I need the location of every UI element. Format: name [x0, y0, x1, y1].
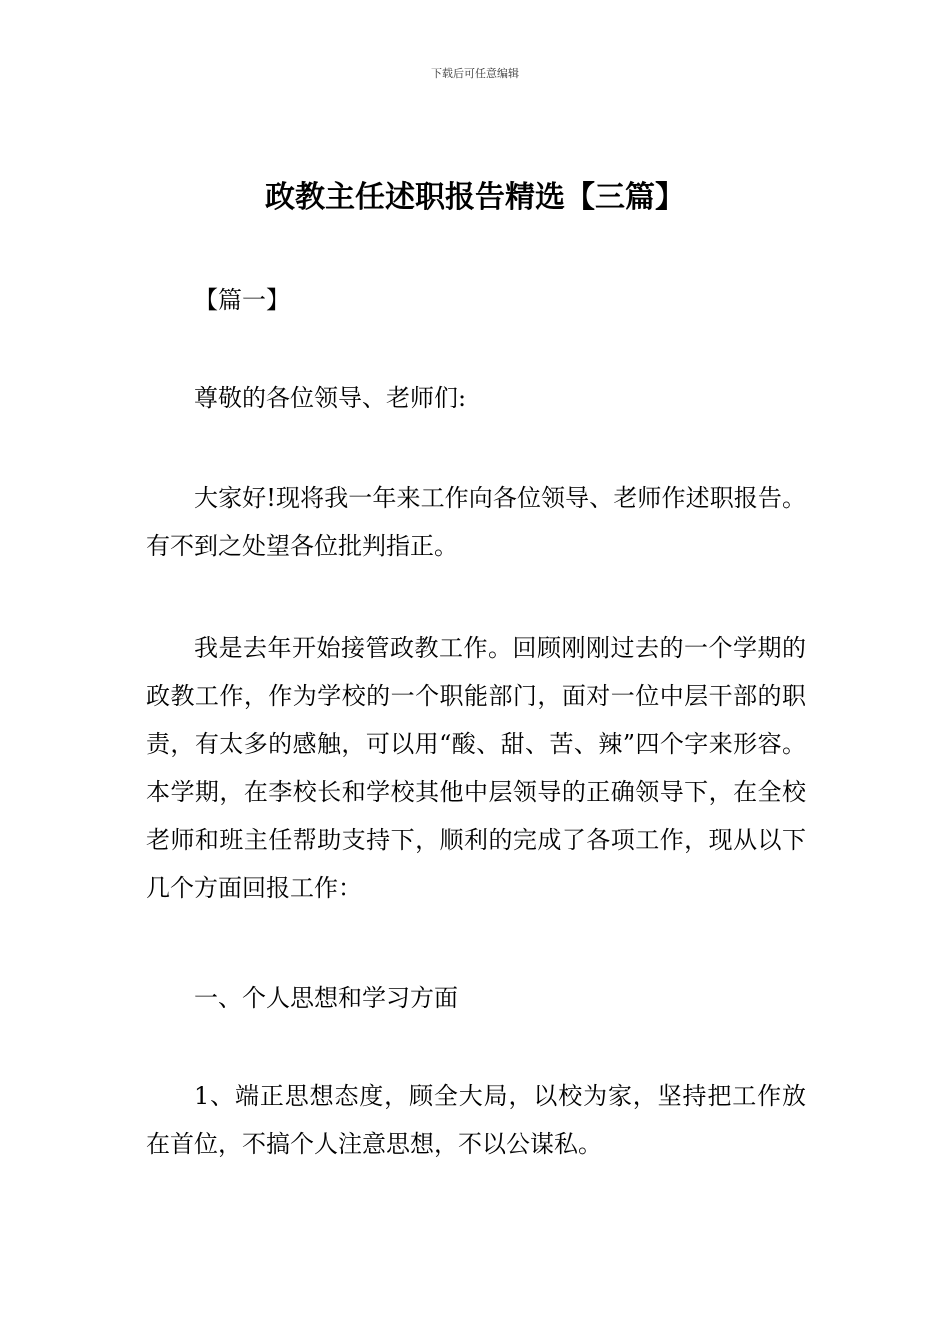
paragraph-greeting: 大家好!现将我一年来工作向各位领导、老师作述职报告。有不到之处望各位批判指正。	[146, 484, 806, 560]
paragraph-salutation: 尊敬的各位领导、老师们:	[194, 384, 467, 412]
paragraph-introduction: 我是去年开始接管政教工作。回顾刚刚过去的一个学期的政教工作，作为学校的一个职能部门，面对一位中层干部的职责，有太多的感触，可以用“酸、甜、苦、辣”四个字来形容。本学期，在李校长和学校其他中层领导的正确领导下，在全校老师和班主任帮助支持下，顺利的完成了各项工作，现从以下几个方面回报工作：	[146, 634, 806, 902]
section-label: 【篇一】	[194, 286, 290, 314]
header-note: 下载后可任意编辑	[431, 67, 519, 80]
document-title: 政教主任述职报告精选【三篇】	[265, 180, 685, 215]
section-heading-personal-thought: 一、个人思想和学习方面	[194, 984, 458, 1012]
paragraph-item-1: 1、端正思想态度，顾全大局，以校为家，坚持把工作放在首位，不搞个人注意思想，不以公谋私。	[146, 1082, 806, 1158]
